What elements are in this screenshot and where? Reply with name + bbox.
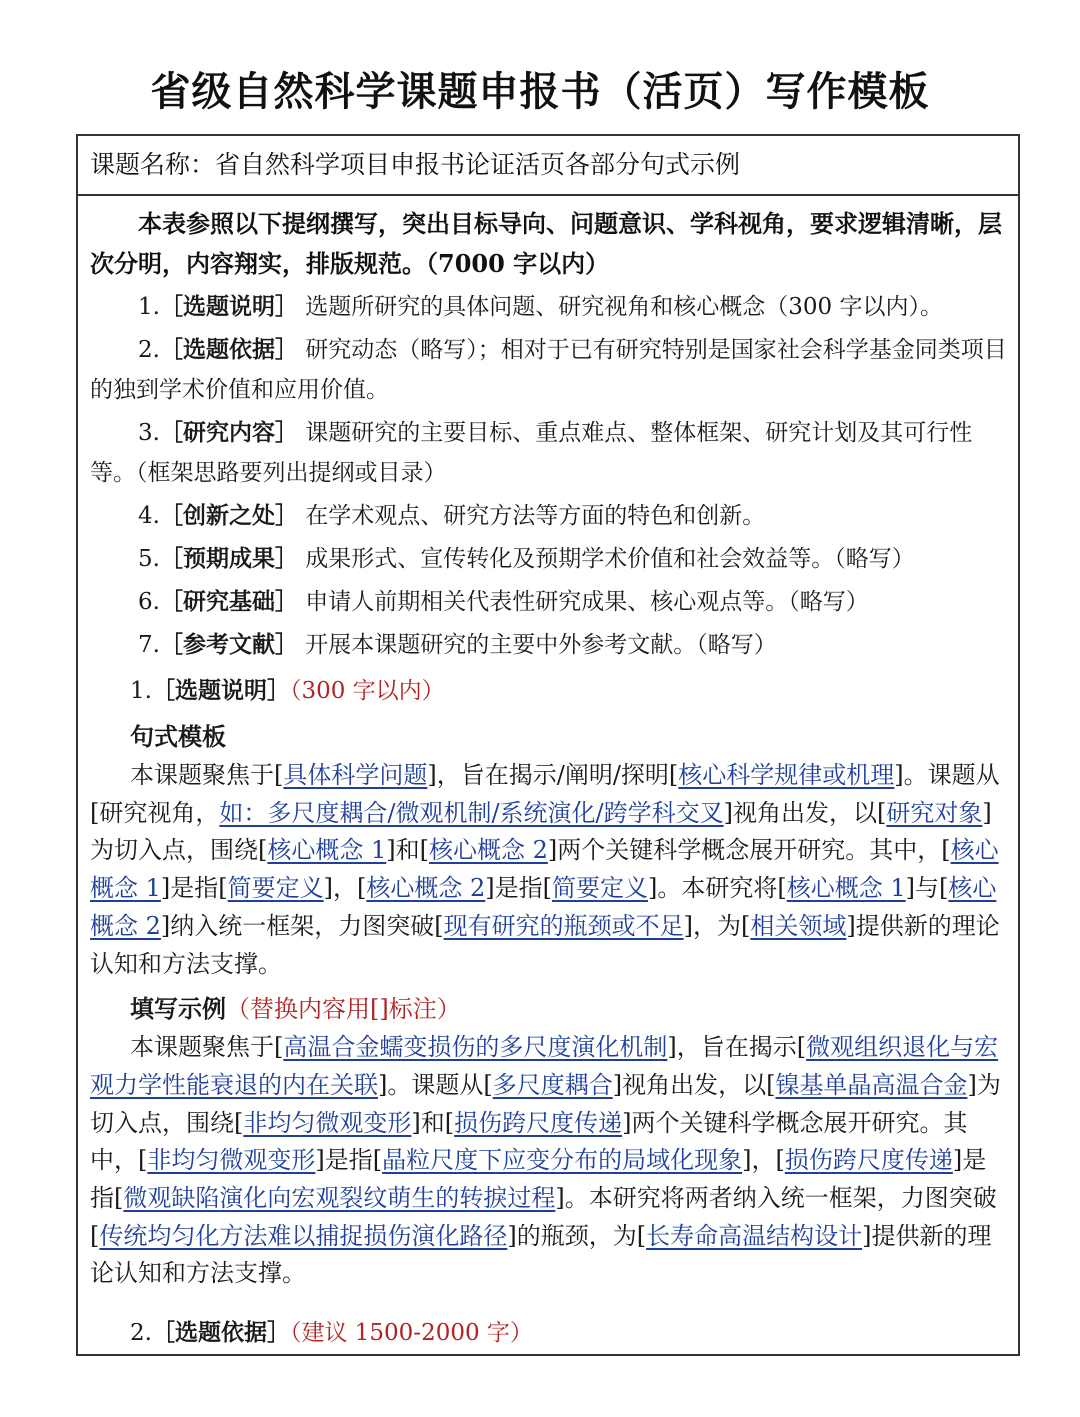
- placeholder-text: 核心科学规律或机理: [678, 761, 895, 789]
- outline-tag: ［选题依据］: [159, 336, 298, 363]
- placeholder-text: 微观组织退化与宏观力学性能衰退的内在关联: [90, 1033, 999, 1099]
- paragraph-text: ]，旨在揭示[: [667, 1033, 807, 1062]
- placeholder-text: 具体科学问题: [283, 761, 428, 789]
- paragraph-text: ]是指[: [485, 874, 553, 903]
- document-title: 省级自然科学课题申报书（活页）写作模板: [150, 69, 930, 115]
- section-tag: ［选题依据］: [151, 1319, 290, 1347]
- placeholder-text: 核心概念 2: [366, 874, 486, 903]
- outline-num: 5.: [138, 546, 160, 572]
- placeholder-text: 简要定义: [227, 874, 324, 903]
- placeholder-text: 镍基单晶高温合金: [775, 1070, 968, 1099]
- outline-num: 4.: [138, 503, 160, 529]
- outline-num: 3.: [138, 420, 160, 446]
- outline-tag: ［研究内容］: [159, 419, 298, 446]
- form-table: [76, 134, 1020, 1356]
- paragraph-text: ]，为[: [683, 911, 751, 940]
- example-heading-note: （替换内容用[]标注）: [226, 995, 461, 1024]
- example-paragraph: [90, 1029, 1008, 1293]
- paragraph-text: 本课题聚焦于[: [130, 761, 284, 789]
- outline-num: 7.: [138, 632, 160, 658]
- placeholder-text: 长寿命高温结构设计: [646, 1221, 863, 1250]
- paragraph-text: ]两个关键科学概念展开研究。其中，[: [547, 836, 951, 865]
- outline-text: 成果形式、宣传转化及预期学术价值和社会效益等。（略写）: [297, 546, 915, 572]
- outline-item: [90, 625, 1008, 665]
- outline-text: 申请人前期相关代表性研究成果、核心观点等。（略写）: [297, 589, 869, 615]
- outline-tag: ［研究基础］: [159, 588, 298, 615]
- paragraph-text: ]，[: [742, 1146, 785, 1175]
- outline-item: [90, 496, 1008, 536]
- placeholder-text: 晶粒尺度下应变分布的局域化现象: [382, 1146, 743, 1175]
- outline-num: 2.: [138, 337, 160, 363]
- placeholder-text: 现有研究的瓶颈或不足: [443, 911, 684, 940]
- form-body: [78, 204, 1018, 1353]
- outline-item: [90, 287, 1008, 327]
- paragraph-text: ]和[: [386, 836, 430, 865]
- section-note: （建议 1500-2000 字）: [289, 1320, 533, 1347]
- paragraph-text: ]。课题从[: [378, 1070, 493, 1099]
- topic-name-row: 课题名称：省自然科学项目申报书论证活页各部分句式示例: [78, 136, 1018, 196]
- outline-item: [90, 539, 1008, 579]
- outline-item: [90, 413, 1008, 493]
- paragraph-text: ]与[: [905, 874, 949, 903]
- paragraph-text: ]是指[: [315, 1146, 383, 1175]
- placeholder-text: 非均匀微观变形: [147, 1146, 316, 1175]
- paragraph-text: ]和[: [411, 1108, 455, 1137]
- paragraph-text: ]提供新的理论认知和方法支撑。: [90, 1221, 992, 1288]
- paragraph-text: ]为切入点，围绕[: [90, 798, 992, 865]
- placeholder-text: 多尺度耦合: [492, 1070, 613, 1099]
- placeholder-text: 研究对象: [886, 798, 983, 827]
- paragraph-text: ]视角出发，以[: [723, 798, 887, 827]
- section-note: （300 字以内）: [289, 678, 445, 704]
- template-heading: 句式模板: [130, 722, 226, 751]
- paragraph-text: ]纳入统一框架，力图突破[: [160, 911, 444, 940]
- template-paragraph: [90, 757, 1008, 983]
- instructions-paragraph: 本表参照以下提纲撰写，突出目标导向、问题意识、学科视角，要求逻辑清晰，层次分明，内容翔实，排版规范。（7000 字以内）: [90, 209, 1002, 278]
- placeholder-text: 损伤跨尺度传递: [454, 1108, 623, 1137]
- section-heading-2: [90, 1313, 1008, 1353]
- outline-tag: ［参考文献］: [159, 631, 298, 658]
- outline-text: 课题研究的主要目标、重点难点、整体框架、研究计划及其可行性等。（框架思路要列出提纲或目录）: [90, 420, 973, 486]
- paragraph-text: ]两个关键科学概念展开研究。其中，[: [90, 1108, 968, 1175]
- example-heading: [90, 989, 1008, 1029]
- placeholder-text: 非均匀微观变形: [243, 1108, 412, 1137]
- placeholder-text: 相关领域: [750, 911, 847, 940]
- paragraph-text: ]。本研究将[: [648, 874, 787, 903]
- placeholder-text: 核心概念 2: [429, 836, 548, 865]
- placeholder-text: 核心概念 1: [267, 836, 387, 865]
- placeholder-text: 简要定义: [552, 874, 649, 903]
- section-tag: ［选题说明］: [151, 677, 290, 704]
- section-heading-1: [90, 671, 1008, 711]
- outline-item: [90, 582, 1008, 622]
- outline-num: 6.: [138, 589, 160, 615]
- placeholder-text: 核心概念 1: [786, 874, 906, 903]
- placeholder-text: 核心概念 2: [90, 874, 997, 940]
- outline-tag: ［创新之处］: [159, 502, 298, 529]
- placeholder-text: 损伤跨尺度传递: [784, 1146, 953, 1175]
- outline-item: [90, 330, 1008, 410]
- outline-text: 选题所研究的具体问题、研究视角和核心概念（300 字以内）。: [297, 294, 943, 320]
- paragraph-text: 本课题聚焦于[: [130, 1033, 284, 1062]
- paragraph-text: ]是指[: [90, 1146, 987, 1213]
- paragraph-text: ]，旨在揭示/阐明/探明[: [427, 761, 679, 789]
- placeholder-text: 高温合金蠕变损伤的多尺度演化机制: [283, 1033, 668, 1062]
- section-num: 2.: [130, 1320, 152, 1347]
- outline-tag: ［预期成果］: [159, 545, 298, 572]
- placeholder-text: 如：多尺度耦合/微观机制/系统演化/跨学科交叉: [219, 798, 724, 827]
- paragraph-text: ]的瓶颈，为[: [507, 1221, 647, 1250]
- outline-list: [90, 287, 1008, 665]
- outline-num: 1.: [138, 294, 160, 320]
- placeholder-text: 微观缺陷演化向宏观裂纹萌生的转捩过程: [123, 1184, 556, 1213]
- paragraph-text: ]为切入点，围绕[: [90, 1070, 1001, 1137]
- paragraph-text: ]视角出发，以[: [612, 1070, 776, 1099]
- paragraph-text: ]提供新的理论认知和方法支撑。: [90, 911, 1000, 978]
- paragraph-text: ]，[: [323, 874, 367, 903]
- outline-text: 开展本课题研究的主要中外参考文献。（略写）: [297, 632, 777, 658]
- section-num: 1.: [130, 678, 152, 704]
- placeholder-text: 核心概念 1: [90, 836, 999, 903]
- outline-text: 研究动态（略写）；相对于已有研究特别是国家社会科学基金同类项目的独到学术价值和应用价值。: [90, 337, 1007, 403]
- outline-text: 在学术观点、研究方法等方面的特色和创新。: [297, 503, 766, 529]
- paragraph-text: ]。本研究将两者纳入统一框架，力图突破[: [90, 1184, 997, 1250]
- paragraph-text: ]是指[: [160, 874, 228, 903]
- example-heading-label: 填写示例: [130, 994, 226, 1024]
- placeholder-text: 传统均匀化方法难以捕捉损伤演化路径: [99, 1221, 508, 1250]
- paragraph-text: ]。课题从[研究视角，: [90, 761, 1000, 827]
- outline-tag: ［选题说明］: [159, 293, 298, 320]
